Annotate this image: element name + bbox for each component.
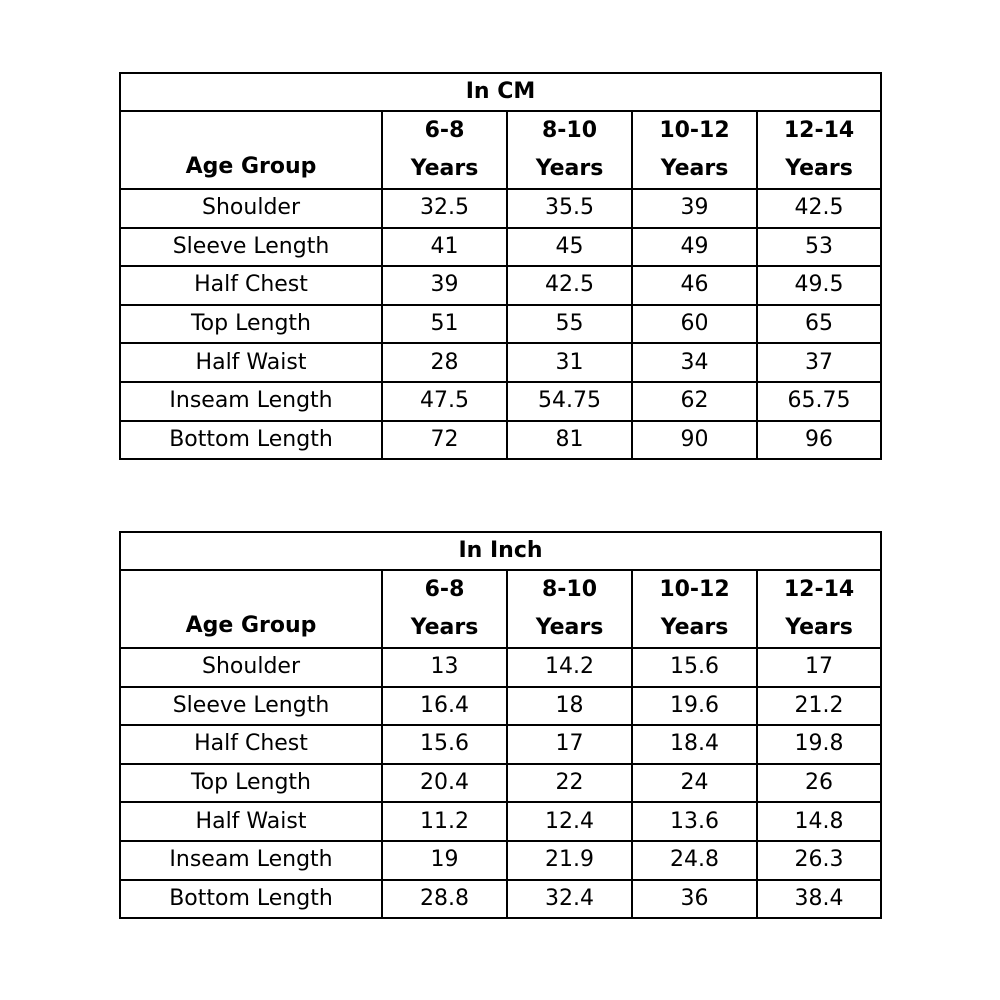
table-cell: 22 bbox=[507, 764, 632, 803]
table-cell: 35.5 bbox=[507, 189, 632, 228]
table-row bbox=[120, 648, 881, 687]
column-header bbox=[757, 570, 881, 648]
column-header-unit: Years bbox=[785, 615, 853, 640]
table-cell: 51 bbox=[382, 305, 507, 344]
table-row bbox=[120, 343, 881, 382]
table-row bbox=[120, 687, 881, 726]
row-label: Top Length bbox=[120, 305, 382, 344]
column-header-unit: Years bbox=[660, 156, 729, 181]
table-title-row bbox=[120, 73, 881, 111]
table-cell: 49.5 bbox=[757, 266, 881, 305]
column-header-range: 10-12 bbox=[659, 577, 730, 602]
table-cell: 20.4 bbox=[382, 764, 507, 803]
size-table-cm bbox=[119, 72, 882, 460]
table-cell: 81 bbox=[507, 421, 632, 460]
table-cell: 90 bbox=[632, 421, 757, 460]
table-title-row bbox=[120, 532, 881, 570]
column-header-unit: Years bbox=[535, 615, 604, 640]
table-cell: 28.8 bbox=[382, 880, 507, 919]
table-row bbox=[120, 228, 881, 267]
table-row bbox=[120, 764, 881, 803]
table-cell: 72 bbox=[382, 421, 507, 460]
table-cell: 28 bbox=[382, 343, 507, 382]
row-label: Half Waist bbox=[120, 802, 382, 841]
table-title: In CM bbox=[120, 73, 881, 111]
table-cell: 24 bbox=[632, 764, 757, 803]
table-row bbox=[120, 725, 881, 764]
row-label: Bottom Length bbox=[120, 880, 382, 919]
table-cell: 18.4 bbox=[632, 725, 757, 764]
table-header-row bbox=[120, 570, 881, 648]
table-row bbox=[120, 880, 881, 919]
row-label: Sleeve Length bbox=[120, 687, 382, 726]
column-header-range: 8-10 bbox=[541, 118, 598, 143]
column-header-unit: Years bbox=[535, 156, 604, 181]
table-cell: 21.2 bbox=[757, 687, 881, 726]
table-cell: 14.2 bbox=[507, 648, 632, 687]
table-cell: 65 bbox=[757, 305, 881, 344]
table-cell: 24.8 bbox=[632, 841, 757, 880]
table-cell: 15.6 bbox=[632, 648, 757, 687]
table-cell: 60 bbox=[632, 305, 757, 344]
table-cell: 17 bbox=[507, 725, 632, 764]
column-header bbox=[382, 111, 507, 189]
column-header-range: 6-8 bbox=[424, 577, 465, 602]
column-header bbox=[507, 570, 632, 648]
table-row bbox=[120, 382, 881, 421]
table-cell: 42.5 bbox=[757, 189, 881, 228]
table-cell: 26 bbox=[757, 764, 881, 803]
table-cell: 32.5 bbox=[382, 189, 507, 228]
column-header-range: 8-10 bbox=[541, 577, 598, 602]
table-header-row bbox=[120, 111, 881, 189]
table-cell: 54.75 bbox=[507, 382, 632, 421]
table-cell: 15.6 bbox=[382, 725, 507, 764]
table-cell: 39 bbox=[632, 189, 757, 228]
table-row bbox=[120, 266, 881, 305]
column-header-range: 12-14 bbox=[783, 577, 855, 602]
table-cell: 38.4 bbox=[757, 880, 881, 919]
table-cell: 53 bbox=[757, 228, 881, 267]
table-row bbox=[120, 421, 881, 460]
table-cell: 46 bbox=[632, 266, 757, 305]
table-cell: 39 bbox=[382, 266, 507, 305]
table-cell: 12.4 bbox=[507, 802, 632, 841]
table-row bbox=[120, 305, 881, 344]
column-header-range: 12-14 bbox=[783, 118, 855, 143]
column-header bbox=[382, 570, 507, 648]
table-cell: 42.5 bbox=[507, 266, 632, 305]
table-cell: 14.8 bbox=[757, 802, 881, 841]
table-cell: 17 bbox=[757, 648, 881, 687]
table-cell: 18 bbox=[507, 687, 632, 726]
table-cell: 19 bbox=[382, 841, 507, 880]
row-label: Sleeve Length bbox=[120, 228, 382, 267]
table-cell: 19.6 bbox=[632, 687, 757, 726]
table-title: In Inch bbox=[120, 532, 881, 570]
table-cell: 96 bbox=[757, 421, 881, 460]
table-cell: 21.9 bbox=[507, 841, 632, 880]
row-label: Half Waist bbox=[120, 343, 382, 382]
size-table-inch bbox=[119, 531, 882, 919]
row-label: Shoulder bbox=[120, 189, 382, 228]
table-cell: 32.4 bbox=[507, 880, 632, 919]
table-cell: 36 bbox=[632, 880, 757, 919]
table-cell: 13 bbox=[382, 648, 507, 687]
table-row bbox=[120, 189, 881, 228]
table-cell: 62 bbox=[632, 382, 757, 421]
age-group-header: Age Group bbox=[120, 570, 382, 648]
column-header-unit: Years bbox=[785, 156, 853, 181]
table-cell: 37 bbox=[757, 343, 881, 382]
row-label: Bottom Length bbox=[120, 421, 382, 460]
column-header bbox=[507, 111, 632, 189]
row-label: Top Length bbox=[120, 764, 382, 803]
table-cell: 47.5 bbox=[382, 382, 507, 421]
table-row bbox=[120, 802, 881, 841]
table-cell: 16.4 bbox=[382, 687, 507, 726]
table-cell: 45 bbox=[507, 228, 632, 267]
table-row bbox=[120, 841, 881, 880]
table-cell: 26.3 bbox=[757, 841, 881, 880]
table-cell: 11.2 bbox=[382, 802, 507, 841]
column-header bbox=[632, 570, 757, 648]
column-header-range: 6-8 bbox=[424, 118, 465, 143]
column-header-unit: Years bbox=[660, 615, 729, 640]
table-cell: 55 bbox=[507, 305, 632, 344]
table-cell: 13.6 bbox=[632, 802, 757, 841]
table-cell: 49 bbox=[632, 228, 757, 267]
column-header bbox=[757, 111, 881, 189]
column-header bbox=[632, 111, 757, 189]
table-cell: 65.75 bbox=[757, 382, 881, 421]
row-label: Half Chest bbox=[120, 725, 382, 764]
table-cell: 31 bbox=[507, 343, 632, 382]
row-label: Half Chest bbox=[120, 266, 382, 305]
table-cell: 34 bbox=[632, 343, 757, 382]
table-cell: 19.8 bbox=[757, 725, 881, 764]
row-label: Inseam Length bbox=[120, 382, 382, 421]
column-header-range: 10-12 bbox=[659, 118, 730, 143]
column-header-unit: Years bbox=[410, 156, 479, 181]
column-header-unit: Years bbox=[410, 615, 479, 640]
row-label: Inseam Length bbox=[120, 841, 382, 880]
row-label: Shoulder bbox=[120, 648, 382, 687]
table-cell: 41 bbox=[382, 228, 507, 267]
age-group-header: Age Group bbox=[120, 111, 382, 189]
